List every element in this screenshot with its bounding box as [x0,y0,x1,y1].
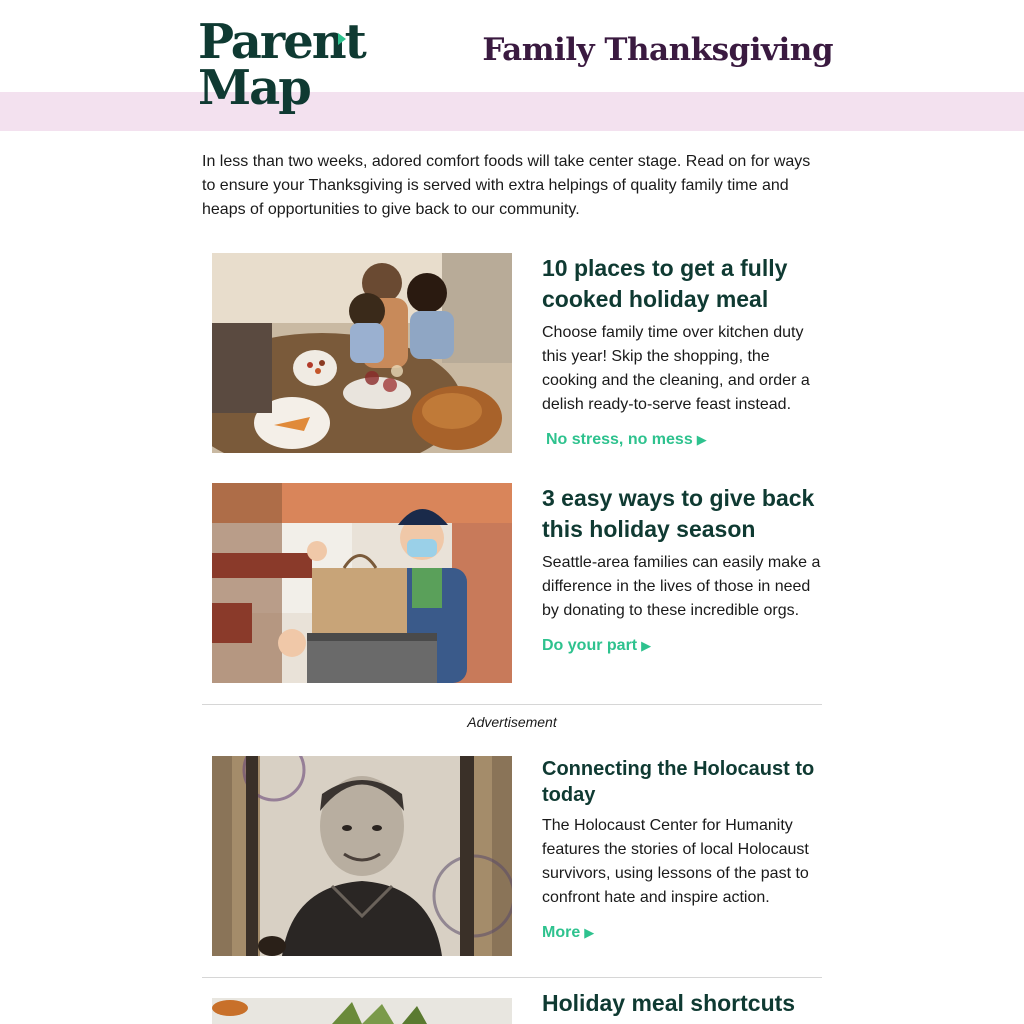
article-title[interactable]: 10 places to get a fully cooked holiday meal [542,255,788,312]
logo-word-map: Map [198,60,310,116]
divider-bottom [202,977,822,978]
article-summary: Seattle-area families can easily make a difference in the lives of those in need by donating to these incredible orgs. [542,554,821,619]
article-card-give-back [212,483,822,683]
logo-play-icon [338,33,346,45]
article-title[interactable]: 3 easy ways to give back this holiday season [542,485,815,542]
vintage-boy-photo[interactable] [212,756,512,956]
play-arrow-icon: ▶ [584,925,595,940]
advertisement-label: Advertisement [467,714,557,730]
parentmap-logo[interactable] [198,16,368,122]
meal-shortcuts-photo[interactable] [212,998,512,1024]
family-toast-photo[interactable] [212,253,512,453]
no-stress-link[interactable] [546,431,707,449]
header-band [0,92,1024,131]
article-summary: Choose family time over kitchen duty this year! Skip the shopping, the cooking and the cleaning, and order a delish ready-to-serve feast instead. [542,324,810,413]
play-arrow-icon: ▶ [696,432,707,447]
article-text [542,253,824,449]
ad-text [542,756,824,942]
cta-label: More [542,924,581,941]
cta-label: Do your part [542,637,638,654]
ad-card-holocaust-center [212,756,822,956]
ad-summary: The Holocaust Center for Humanity features the stories of local Holocaust survivors, using lessons of the past to confront hate and inspire action. [542,817,809,906]
article-card-cooked-meals [212,253,822,453]
donation-photo[interactable] [212,483,512,683]
article-text [542,988,824,1019]
article-title[interactable]: Holiday meal shortcuts [542,990,796,1016]
logo-word-parent: Parent [198,14,365,70]
article-text [542,483,824,655]
divider-top [202,704,822,705]
ad-title[interactable]: Connecting the Holocaust to today [542,758,815,806]
intro-paragraph: In less than two weeks, adored comfort foods will take center stage. Read on for ways to ensure your Thanksgiving is served with extra helpings of quality family time and heaps of opportunities to give back to our community. [202,153,811,218]
cta-label: No stress, no mess [546,431,693,448]
article-card-meal-shortcuts [212,990,822,1024]
do-your-part-link[interactable] [542,637,651,655]
newsletter-title: Family Thanksgiving [482,32,833,68]
more-link[interactable] [542,924,594,942]
play-arrow-icon: ▶ [641,638,652,653]
